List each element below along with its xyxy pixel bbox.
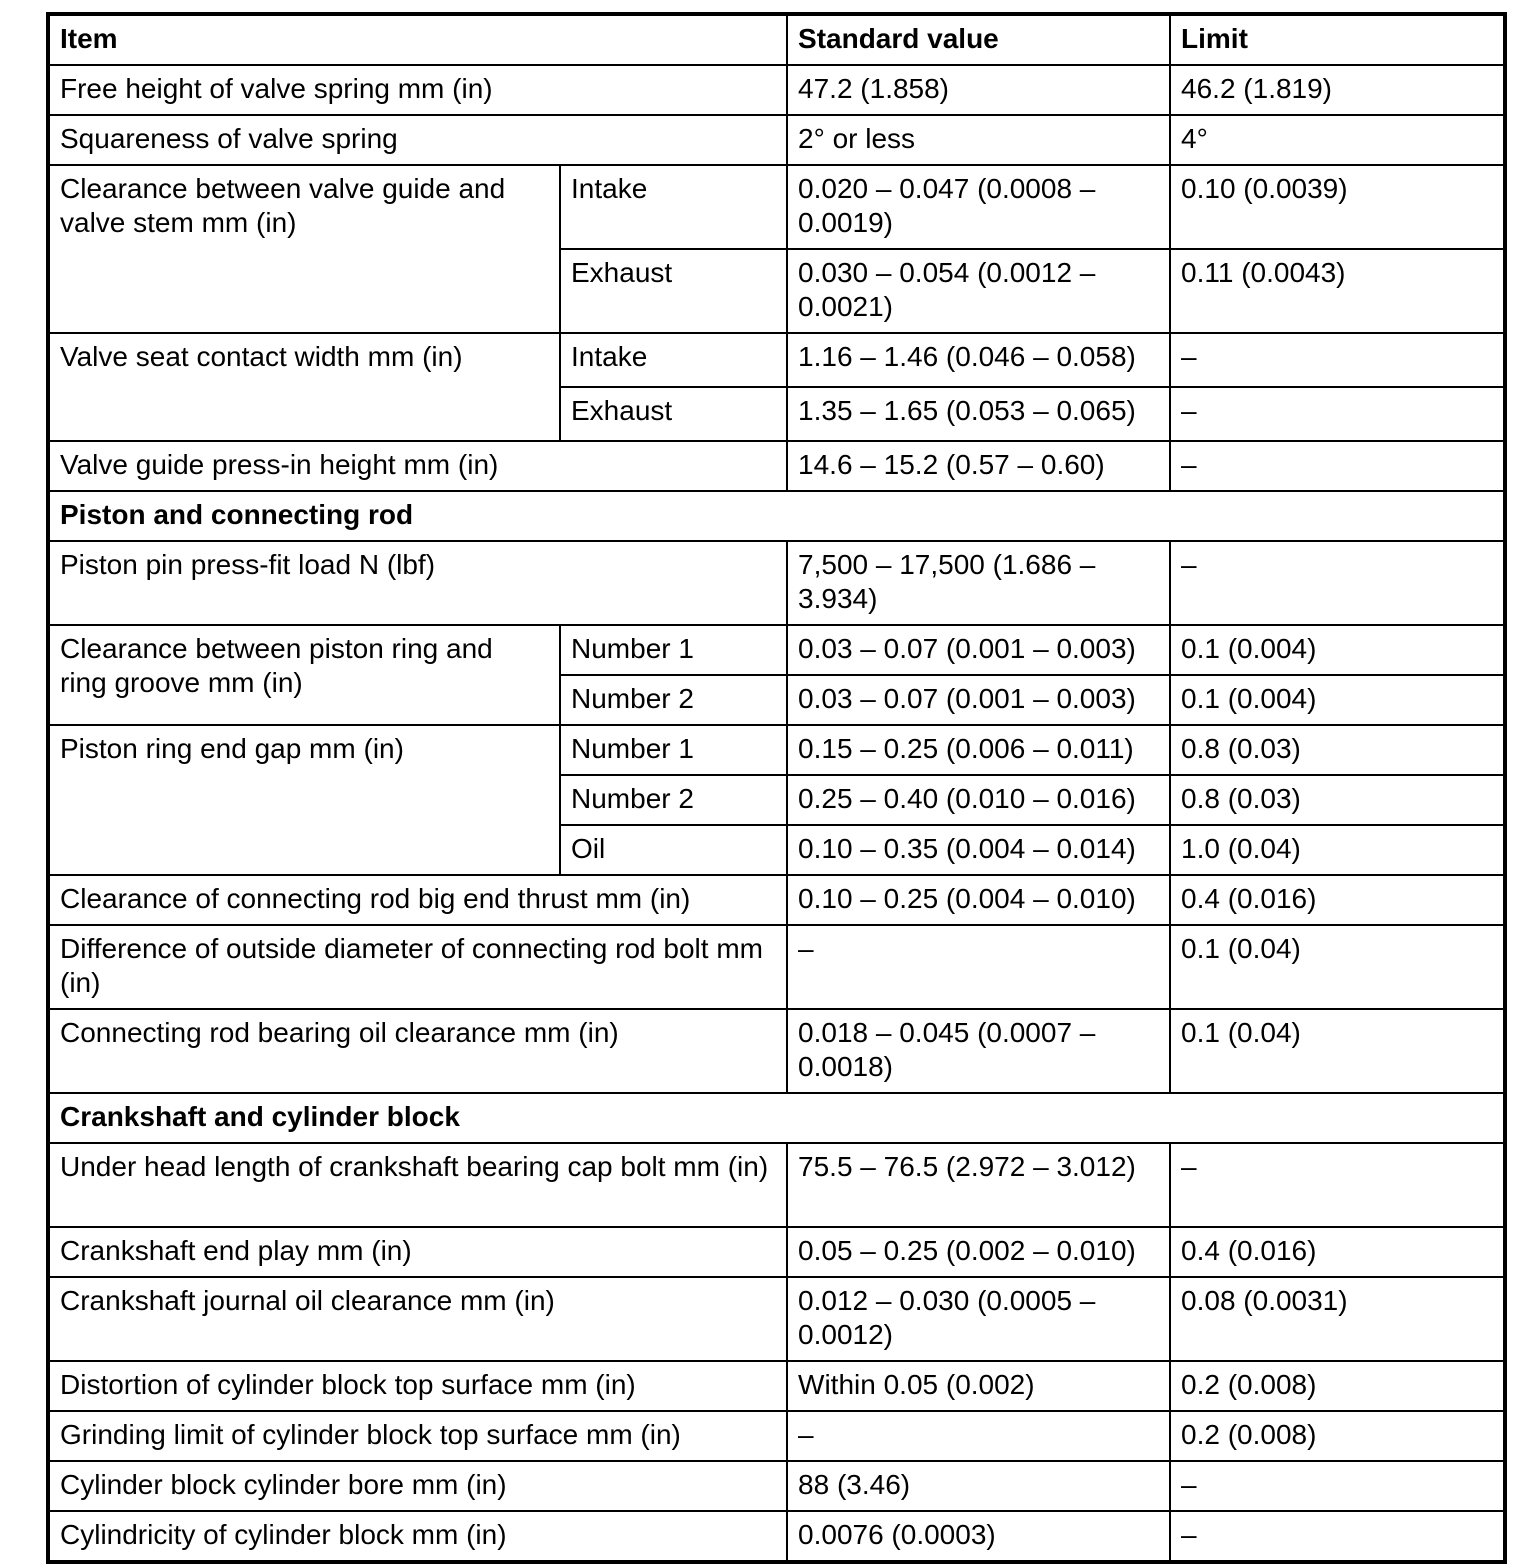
cell-standard: Within 0.05 (0.002) [787,1361,1170,1411]
cell-item: Clearance between valve guide and valve stem mm (in) [48,165,560,333]
cell-item: Squareness of valve spring [48,115,787,165]
cell-subitem: Exhaust [560,249,787,333]
cell-limit: 0.1 (0.04) [1170,1009,1505,1093]
cell-standard: 0.10 – 0.35 (0.004 – 0.014) [787,825,1170,875]
cell-standard: 0.25 – 0.40 (0.010 – 0.016) [787,775,1170,825]
col-header-item: Item [48,14,787,65]
row-grinding-limit [48,1411,1505,1461]
cell-item: Cylinder block cylinder bore mm (in) [48,1461,787,1511]
cell-limit: 1.0 (0.04) [1170,825,1505,875]
cell-standard: 0.012 – 0.030 (0.0005 – 0.0012) [787,1277,1170,1361]
cell-limit: 0.10 (0.0039) [1170,165,1505,249]
cell-standard: 88 (3.46) [787,1461,1170,1511]
cell-limit: 0.1 (0.004) [1170,625,1505,675]
cell-standard: 7,500 – 17,500 (1.686 – 3.934) [787,541,1170,625]
cell-limit: 0.4 (0.016) [1170,875,1505,925]
cell-item: Crankshaft end play mm (in) [48,1227,787,1277]
cell-limit: – [1170,333,1505,387]
cell-standard: 0.05 – 0.25 (0.002 – 0.010) [787,1227,1170,1277]
header-row [48,14,1505,65]
row-distortion [48,1361,1505,1411]
cell-subitem: Oil [560,825,787,875]
cell-standard: 0.15 – 0.25 (0.006 – 0.011) [787,725,1170,775]
row-cylinder-bore [48,1461,1505,1511]
cell-standard: 0.0076 (0.0003) [787,1511,1170,1562]
cell-standard: 1.16 – 1.46 (0.046 – 0.058) [787,333,1170,387]
cell-limit: 4° [1170,115,1505,165]
row-piston-pin [48,541,1505,625]
row-squareness [48,115,1505,165]
row-free-height [48,65,1505,115]
cell-limit: 46.2 (1.819) [1170,65,1505,115]
cell-limit: 0.8 (0.03) [1170,725,1505,775]
cell-item: Distortion of cylinder block top surface mm (in) [48,1361,787,1411]
cell-limit: – [1170,1461,1505,1511]
cell-subitem: Intake [560,165,787,249]
cell-subitem: Number 1 [560,725,787,775]
cell-item: Free height of valve spring mm (in) [48,65,787,115]
cell-item: Under head length of crankshaft bearing cap bolt mm (in) [48,1143,787,1227]
cell-standard: 0.03 – 0.07 (0.001 – 0.003) [787,675,1170,725]
row-journal-clearance [48,1277,1505,1361]
cell-item: Clearance of connecting rod big end thrust mm (in) [48,875,787,925]
cell-standard: 0.03 – 0.07 (0.001 – 0.003) [787,625,1170,675]
cell-limit: – [1170,387,1505,441]
cell-item: Piston ring end gap mm (in) [48,725,560,875]
row-rod-bearing-clearance [48,1009,1505,1093]
cell-subitem: Number 2 [560,675,787,725]
row-cylindricity [48,1511,1505,1562]
cell-standard: 0.018 – 0.045 (0.0007 – 0.0018) [787,1009,1170,1093]
cell-limit: 0.08 (0.0031) [1170,1277,1505,1361]
cell-standard: 1.35 – 1.65 (0.053 – 0.065) [787,387,1170,441]
cell-item: Connecting rod bearing oil clearance mm (in) [48,1009,787,1093]
cell-item: Valve seat contact width mm (in) [48,333,560,441]
row-guide-press-in [48,441,1505,491]
cell-item: Piston pin press-fit load N (lbf) [48,541,787,625]
cell-standard: – [787,1411,1170,1461]
cell-standard: 0.020 – 0.047 (0.0008 – 0.0019) [787,165,1170,249]
section-title: Crankshaft and cylinder block [48,1093,1505,1143]
cell-limit: 0.2 (0.008) [1170,1361,1505,1411]
cell-subitem: Number 1 [560,625,787,675]
row-end-play [48,1227,1505,1277]
row-cap-bolt-length [48,1143,1505,1227]
cell-standard: 75.5 – 76.5 (2.972 – 3.012) [787,1143,1170,1227]
cell-item: Clearance between piston ring and ring groove mm (in) [48,625,560,725]
cell-limit: – [1170,541,1505,625]
col-header-limit: Limit [1170,14,1505,65]
cell-subitem: Exhaust [560,387,787,441]
cell-limit: – [1170,1511,1505,1562]
cell-limit: – [1170,1143,1505,1227]
section-title: Piston and connecting rod [48,491,1505,541]
cell-standard: 14.6 – 15.2 (0.57 – 0.60) [787,441,1170,491]
cell-standard: 0.10 – 0.25 (0.004 – 0.010) [787,875,1170,925]
row-ring-groove-clearance-number1 [48,625,1505,675]
row-valve-seat-width-intake [48,333,1505,387]
cell-limit: 0.1 (0.04) [1170,925,1505,1009]
cell-limit: 0.2 (0.008) [1170,1411,1505,1461]
cell-standard: 0.030 – 0.054 (0.0012 – 0.0021) [787,249,1170,333]
col-header-standard-value: Standard value [787,14,1170,65]
cell-item: Valve guide press-in height mm (in) [48,441,787,491]
row-rod-bolt-diameter [48,925,1505,1009]
row-ring-end-gap-number1 [48,725,1505,775]
cell-item: Crankshaft journal oil clearance mm (in) [48,1277,787,1361]
cell-limit: – [1170,441,1505,491]
cell-limit: 0.8 (0.03) [1170,775,1505,825]
cell-limit: 0.11 (0.0043) [1170,249,1505,333]
cell-limit: 0.1 (0.004) [1170,675,1505,725]
section-crankshaft-and-cylinder-block [48,1093,1505,1143]
cell-item: Difference of outside diameter of connecting rod bolt mm (in) [48,925,787,1009]
section-piston-and-connecting-rod [48,491,1505,541]
cell-subitem: Number 2 [560,775,787,825]
cell-standard: 2° or less [787,115,1170,165]
cell-item: Cylindricity of cylinder block mm (in) [48,1511,787,1562]
cell-subitem: Intake [560,333,787,387]
cell-limit: 0.4 (0.016) [1170,1227,1505,1277]
engine-spec-table [46,12,1507,1564]
row-valve-guide-clearance-intake [48,165,1505,249]
cell-item: Grinding limit of cylinder block top surface mm (in) [48,1411,787,1461]
cell-standard: 47.2 (1.858) [787,65,1170,115]
cell-standard: – [787,925,1170,1009]
row-big-end-thrust [48,875,1505,925]
